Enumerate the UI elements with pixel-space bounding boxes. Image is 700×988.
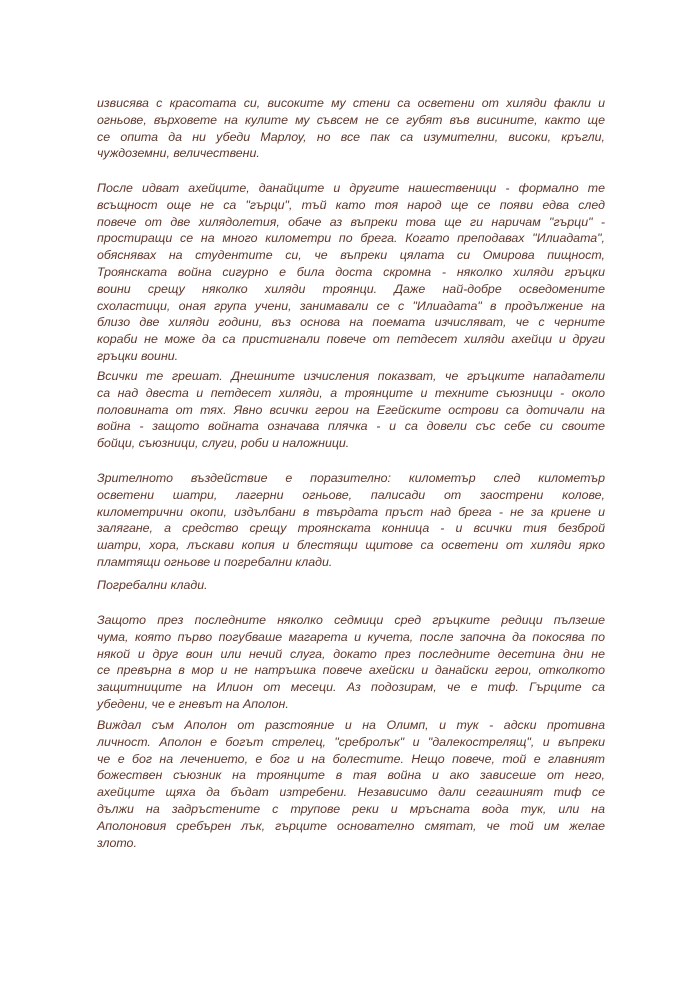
text-line: После идват ахейците, данайците и другите нашественици - формално те — [97, 181, 605, 195]
text-line: половината от тях. Явно всички герои на Егейските острови са дотичали на — [97, 402, 605, 417]
text-line: Аполоновия сребърен лък, гърците основателно смятат, че той им желае — [97, 818, 605, 833]
text-line: ахейците щяха да бъдат изтребени. Независимо дали сегашният тиф се — [97, 785, 605, 800]
text-line: залягане, а средство срещу троянската конница - и всички тия безброй — [97, 521, 605, 536]
text-line: че е бог на лечението, е бог и на болестите. Нещо повече, той е главният — [97, 751, 605, 766]
text-line: пламтящи огньове и погребални клади. — [97, 554, 333, 569]
text-line: повече от две хилядолетия, обаче аз въпреки това ще ги наричам "гърци" - — [97, 214, 605, 229]
text-line: защитниците на Илион от месеци. Аз подозирам, че е тиф. Гърците са — [97, 680, 605, 695]
text-line: кораби не може да са пристигнали повече от петдесет хиляди ахейци и други — [97, 332, 605, 347]
paragraph-3 — [97, 368, 605, 452]
paragraph-4 — [97, 470, 605, 571]
text-line: простиращи се на много километри по брега. Когато преподавах "Илиадата", — [97, 231, 605, 246]
text-line: шатри, хора, лъскави копия и блестящи щитове са осветени от хиляди ярко — [97, 538, 605, 553]
text-line: се опита да ни убеди Марлоу, но все пак са изумителни, високи, кръгли, — [97, 129, 605, 144]
text-line: километрични окопи, издълбани в твърдата пръст над брега - не за криене и — [97, 504, 605, 519]
text-line: близо две хиляди години, въз основа на поемата изчисляват, че с черните — [97, 315, 605, 330]
text-line: убедени, че е гневът на Аполон. — [97, 696, 289, 711]
text-line: някой и друг воин или нечий слуга, докато през последните десетина дни не — [97, 646, 605, 661]
text-line: Троянската война сигурно е била доста скромна - няколко хиляди гръцки — [97, 264, 605, 279]
text-line: война - защото войната означава плячка - и са довели със себе си своите — [97, 419, 605, 434]
text-line: огньове, върховете на кулите му съвсем не се губят във висините, както ще — [97, 112, 605, 127]
text-line: Виждал съм Аполон от разстояние и на Олимп, и тук - адски противна — [97, 718, 605, 732]
text-line: извисява с красотата си, високите му стени са осветени от хиляди факли и — [97, 96, 605, 110]
text-line: злото. — [97, 835, 137, 850]
text-line: личност. Аполон е богът стрелец, "сребролък" и "далекострелящ", и въпреки — [97, 734, 605, 749]
paragraph-2 — [97, 180, 605, 365]
text-line: воини срещу няколко хиляди троянци. Даже най-добре осведомените — [97, 281, 605, 296]
text-line: Защото през последните няколко седмици сред гръцките редици пълзеше — [97, 613, 605, 627]
paragraph-5 — [97, 577, 605, 594]
text-line: дължи на задръстените с трупове реки и мръсната вода тук, или на — [97, 801, 605, 816]
text-line: гръцки воини. — [97, 348, 179, 363]
paragraph-6 — [97, 612, 605, 713]
text-line: схоластици, оная група учени, занимавали се с "Илиадата" в продължение на — [97, 298, 605, 313]
text-line: чума, която първо погубваше магарета и кучета, после започна да покосява по — [97, 629, 605, 644]
text-line: осветени шатри, лагерни огньове, палисади от заострени колове, — [97, 487, 605, 502]
text-line: всъщност още не са "гърци", тъй като тоя народ ще се появи едва след — [97, 197, 605, 212]
paragraph-1 — [97, 95, 605, 162]
text-line: се превърна в мор и не натръшка повече ахейски и данайски герои, отколкото — [97, 663, 605, 678]
text-line: са над двеста и петдесет хиляди, а троянците и техните съюзници - около — [97, 385, 605, 400]
text-line: чуждоземни, величествени. — [97, 146, 260, 161]
text-line: Погребални клади. — [97, 578, 208, 592]
paragraph-7 — [97, 717, 605, 851]
text-line: Зрителното въздействие е поразително: километър след километър — [97, 471, 605, 485]
text-line: божествен съюзник на троянците в тая война и ако зависеше от него, — [97, 768, 605, 783]
text-line: Всички те грешат. Днешните изчисления показват, че гръцките нападатели — [97, 369, 605, 383]
text-line: обяснявах на студентите си, че въпреки цялата си Омирова пищност, — [97, 248, 605, 263]
text-line: бойци, съюзници, слуги, роби и наложници. — [97, 436, 350, 451]
